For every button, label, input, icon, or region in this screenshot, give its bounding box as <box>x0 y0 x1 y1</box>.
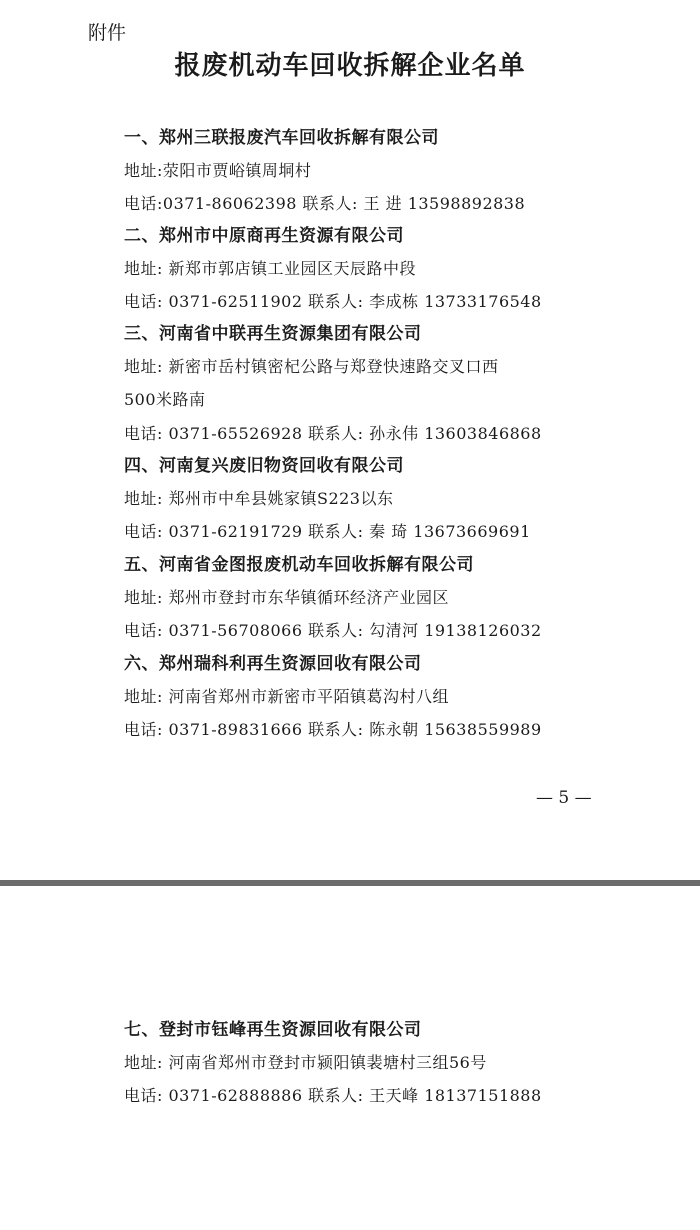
company-address: 地址: 河南省郑州市新密市平陌镇葛沟村八组 <box>124 687 449 706</box>
company-address: 地址: 新密市岳村镇密杞公路与郑登快速路交叉口西 <box>124 357 499 376</box>
company-contact: 电话:0371-86062398 联系人: 王 进 13598892838 <box>124 194 526 213</box>
company-address-continued: 500米路南 <box>124 390 206 409</box>
company-address: 地址: 新郑市郭店镇工业园区天辰路中段 <box>124 259 416 278</box>
company-name: 四、河南复兴废旧物资回收有限公司 <box>124 456 404 476</box>
company-contact: 电话: 0371-89831666 联系人: 陈永朝 15638559989 <box>124 720 542 739</box>
company-name: 二、郑州市中原商再生资源有限公司 <box>124 226 404 246</box>
company-address: 地址: 郑州市中牟县姚家镇S223以东 <box>124 489 394 508</box>
company-name: 五、河南省金图报废机动车回收拆解有限公司 <box>124 555 474 575</box>
company-name: 六、郑州瑞科利再生资源回收有限公司 <box>124 654 422 674</box>
company-address: 地址:荥阳市贾峪镇周垌村 <box>124 161 312 180</box>
company-name: 一、郑州三联报废汽车回收拆解有限公司 <box>124 128 439 148</box>
company-contact: 电话: 0371-65526928 联系人: 孙永伟 13603846868 <box>124 424 542 443</box>
document-page-2 <box>0 886 700 1230</box>
company-contact: 电话: 0371-62888886 联系人: 王天峰 18137151888 <box>124 1086 542 1105</box>
company-address: 地址: 河南省郑州市登封市颍阳镇裴塘村三组56号 <box>124 1053 487 1072</box>
company-name: 七、登封市钰峰再生资源回收有限公司 <box>124 1020 422 1040</box>
company-contact: 电话: 0371-62191729 联系人: 秦 琦 13673669691 <box>124 522 531 541</box>
attachment-label: 附件 <box>88 22 127 44</box>
company-name: 三、河南省中联再生资源集团有限公司 <box>124 324 422 344</box>
company-contact: 电话: 0371-56708066 联系人: 勾清河 19138126032 <box>124 621 542 640</box>
company-contact: 电话: 0371-62511902 联系人: 李成栋 13733176548 <box>124 292 542 311</box>
company-address: 地址: 郑州市登封市东华镇循环经济产业园区 <box>124 588 449 607</box>
page-number: — 5 — <box>536 788 592 808</box>
document-title: 报废机动车回收拆解企业名单 <box>174 51 526 81</box>
